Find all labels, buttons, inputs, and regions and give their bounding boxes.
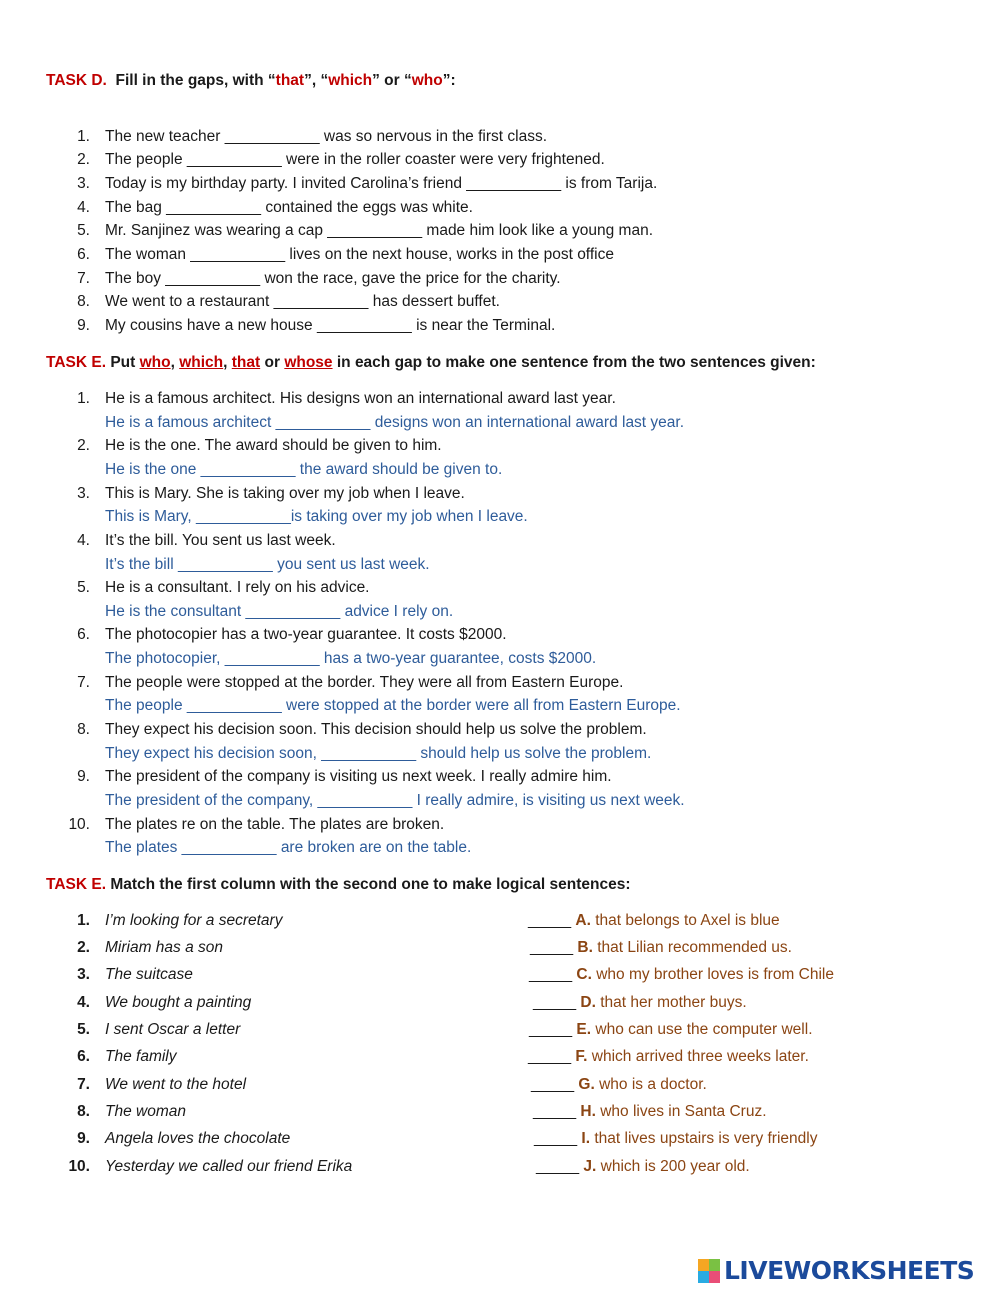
match-blank[interactable]: _____ [528,912,572,929]
combined-sentence[interactable]: The people ___________ were stopped at the border were all from Eastern Europe. [105,697,681,714]
comma: , [223,354,228,371]
match-text: that Lilian recommended us. [592,939,792,956]
match-text: who lives in Santa Cruz. [595,1103,767,1120]
list-number: 3. [77,175,90,192]
list-number: 6. [77,626,90,643]
match-letter: C. [576,966,592,983]
source-sentence: They expect his decision soon. This decision should help us solve the problem. [105,721,647,738]
task-e-word-which: which [179,354,224,371]
task-d-end: ”: [442,72,456,89]
match-text: who my brother loves is from Chile [591,966,834,983]
match-left-item: The suitcase [105,966,193,983]
list-number: 9. [77,768,90,785]
list-number: 4. [77,994,90,1011]
source-sentence: He is a consultant. I rely on his advice. [105,579,370,596]
match-text: that her mother buys. [595,994,747,1011]
match-left-item: The woman [105,1103,186,1120]
task-d-intro: Fill in the gaps, with “ [115,72,276,89]
list-number: 2. [77,437,90,454]
match-letter: F. [575,1048,588,1065]
list-number: 3. [77,485,90,502]
list-number: 6. [77,246,90,263]
task-e-put: Put [110,354,136,371]
gap-sentence[interactable]: We went to a restaurant ___________ has dessert buffet. [105,293,500,310]
match-letter: B. [577,939,593,956]
source-sentence: The plates re on the table. The plates are broken. [105,816,445,833]
match-letter: E. [576,1021,592,1038]
combined-sentence[interactable]: The president of the company, ___________ I really admire, is visiting us next week. [105,792,685,809]
task-d-word-which: which [328,72,373,89]
gap-sentence[interactable]: Mr. Sanjinez was wearing a cap ___________ made him look like a young man. [105,222,653,239]
match-left-item: Yesterday we called our friend Erika [105,1158,353,1175]
task-e-match-instruction: Match the first column with the second one to make logical sentences: [110,876,631,893]
list-number: 1. [77,128,90,145]
gap-sentence[interactable]: The new teacher ___________ was so nervous in the first class. [105,128,548,145]
logo-square-icon [709,1259,720,1271]
source-sentence: This is Mary. She is taking over my job when I leave. [105,485,465,502]
task-e-word-whose: whose [284,354,333,371]
list-number: 4. [77,532,90,549]
logo-square-icon [709,1271,720,1283]
list-number: 8. [77,293,90,310]
list-number: 6. [77,1048,90,1065]
list-number: 7. [77,674,90,691]
list-number: 3. [77,966,90,983]
liveworksheets-logo-icon [698,1259,720,1283]
list-number: 1. [77,390,90,407]
match-blank[interactable]: _____ [529,966,573,983]
task-d-heading [46,72,456,90]
task-e-word-who: who [139,354,171,371]
match-letter: A. [575,912,591,929]
combined-sentence[interactable]: They expect his decision soon, ___________ should help us solve the problem. [105,745,652,762]
task-d-word-that: that [275,72,305,89]
match-text: which arrived three weeks later. [587,1048,809,1065]
combined-sentence[interactable]: The photocopier, ___________ has a two-year guarantee, costs $2000. [105,650,597,667]
match-text: that lives upstairs is very friendly [590,1130,818,1147]
match-right-item [528,1048,809,1066]
list-number: 8. [77,721,90,738]
match-right-item [530,939,792,957]
list-number: 2. [77,151,90,168]
gap-sentence[interactable]: The woman ___________ lives on the next house, works in the post office [105,246,614,263]
match-left-item: Angela loves the chocolate [105,1130,291,1147]
source-sentence: The photocopier has a two-year guarantee. It costs $2000. [105,626,507,643]
match-right-item [531,1076,707,1094]
list-number: 5. [77,222,90,239]
source-sentence: The president of the company is visiting us next week. I really admire him. [105,768,612,785]
match-text: who is a doctor. [594,1076,707,1093]
list-number: 10. [68,1158,90,1175]
match-blank[interactable]: _____ [533,994,577,1011]
task-e-combine-heading [46,354,816,372]
match-letter: D. [580,994,596,1011]
match-right-item [536,1158,750,1176]
task-e-word-that: that [231,354,261,371]
match-blank[interactable]: _____ [528,1048,572,1065]
list-number: 7. [77,1076,90,1093]
task-d-label: TASK D. [46,72,107,89]
match-blank[interactable]: _____ [531,1076,575,1093]
combined-sentence[interactable]: He is the consultant ___________ advice I rely on. [105,603,454,620]
combined-sentence[interactable]: It’s the bill ___________ you sent us last week. [105,556,430,573]
task-e-label: TASK E. [46,354,106,371]
logo-square-icon [698,1271,709,1283]
task-e-or: or [264,354,280,371]
match-text: who can use the computer well. [591,1021,813,1038]
source-sentence: He is a famous architect. His designs won an international award last year. [105,390,616,407]
match-blank[interactable]: _____ [529,1021,573,1038]
logo-square-icon [698,1259,709,1271]
list-number: 9. [77,317,90,334]
gap-sentence[interactable]: Today is my birthday party. I invited Carolina’s friend ___________ is from Tarija. [105,175,658,192]
match-right-item [533,1103,767,1121]
logo-text: LIVEWORKSHEETS [724,1256,975,1285]
match-blank[interactable]: _____ [534,1130,578,1147]
list-number: 1. [77,912,90,929]
gap-sentence[interactable]: The boy ___________ won the race, gave the price for the charity. [105,270,561,287]
combined-sentence[interactable]: He is the one ___________ the award should be given to. [105,461,503,478]
source-sentence: The people were stopped at the border. They were all from Eastern Europe. [105,674,624,691]
list-number: 7. [77,270,90,287]
combined-sentence[interactable]: This is Mary, ___________is taking over my job when I leave. [105,508,528,525]
match-blank[interactable]: _____ [530,939,574,956]
match-blank[interactable]: _____ [533,1103,577,1120]
task-d-word-who: who [411,72,443,89]
match-text: that belongs to Axel is blue [590,912,780,929]
match-blank[interactable]: _____ [536,1158,580,1175]
task-d-sep: ”, “ [304,72,329,89]
task-e-instruction: in each gap to make one sentence from the two sentences given: [336,354,816,371]
combined-sentence[interactable]: The plates ___________ are broken are on the table. [105,839,472,856]
match-left-item: We went to the hotel [105,1076,247,1093]
source-sentence: It’s the bill. You sent us last week. [105,532,336,549]
gap-sentence[interactable]: My cousins have a new house ___________ is near the Terminal. [105,317,556,334]
list-number: 10. [68,816,90,833]
match-right-item [528,912,780,930]
list-number: 5. [77,579,90,596]
list-number: 8. [77,1103,90,1120]
list-number: 5. [77,1021,90,1038]
gap-sentence[interactable]: The people ___________ were in the roller coaster were very frightened. [105,151,605,168]
match-right-item [529,1021,813,1039]
match-letter: I. [581,1130,591,1147]
match-right-item [534,1130,817,1148]
comma: , [170,354,175,371]
match-left-item: I sent Oscar a letter [105,1021,241,1038]
match-letter: G. [578,1076,595,1093]
source-sentence: He is the one. The award should be given to him. [105,437,442,454]
list-number: 9. [77,1130,90,1147]
match-letter: H. [580,1103,596,1120]
match-text: which is 200 year old. [596,1158,750,1175]
combined-sentence[interactable]: He is a famous architect ___________ designs won an international award last year. [105,414,685,431]
match-left-item: We bought a painting [105,994,252,1011]
gap-sentence[interactable]: The bag ___________ contained the eggs was white. [105,199,473,216]
task-e-label: TASK E. [46,876,106,893]
match-left-item: I’m looking for a secretary [105,912,283,929]
liveworksheets-logo [698,1256,974,1285]
task-d-sep: ” or “ [372,72,412,89]
list-number: 4. [77,199,90,216]
list-number: 2. [77,939,90,956]
match-left-item: The family [105,1048,177,1065]
match-left-item: Miriam has a son [105,939,224,956]
match-right-item [533,994,747,1012]
match-right-item [529,966,834,984]
task-e-match-heading [46,876,631,894]
match-letter: J. [583,1158,597,1175]
